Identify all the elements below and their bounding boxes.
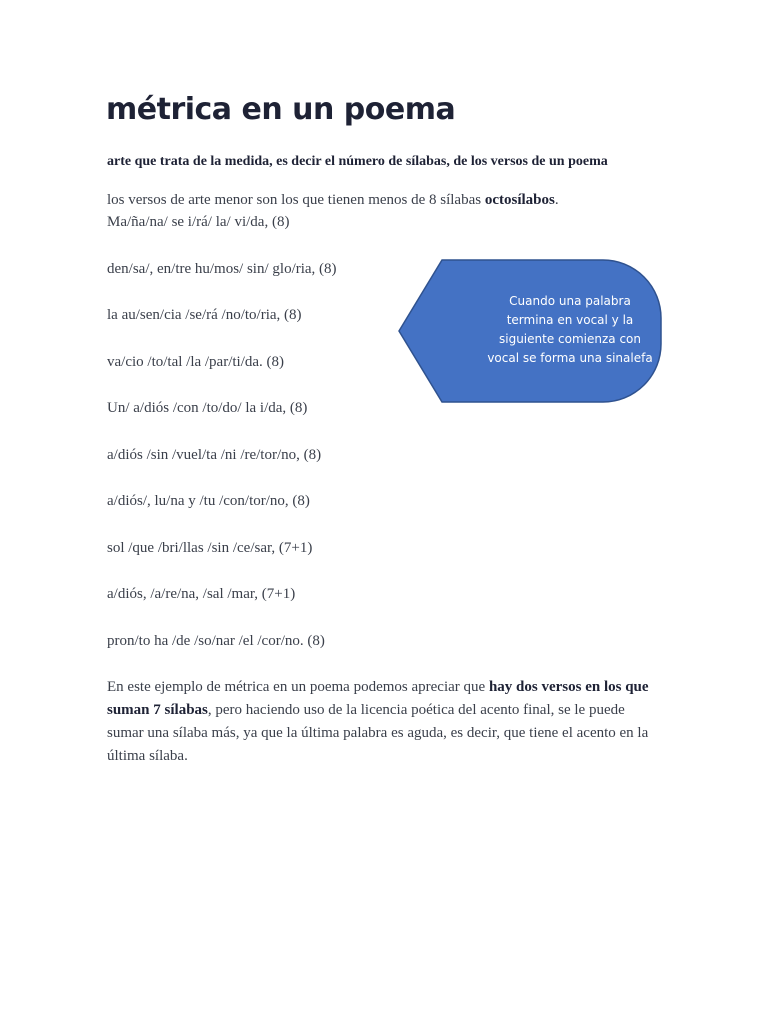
verse-line: a/diós /sin /vuel/ta /ni /re/tor/no, (8)	[107, 447, 322, 463]
subtitle: arte que trata de la medida, es decir el número de sílabas, de los versos de un poema	[107, 154, 608, 169]
intro-end: .	[554, 192, 559, 208]
verse-line: pron/to ha /de /so/nar /el /cor/no. (8)	[107, 633, 325, 649]
verse-line: va/cio /to/tal /la /par/ti/da. (8)	[107, 354, 285, 370]
conclusion-text-2: , pero haciendo uso de la licencia poética del acento final, se le puede sumar una sílaba más, ya que la última palabra es aguda, es decir, que tiene el acento en la última sílaba.	[107, 702, 649, 764]
conclusion-paragraph	[107, 676, 655, 768]
verse-line: a/diós/, lu/na y /tu /con/tor/no, (8)	[107, 493, 310, 509]
intro-bold-term: octosílabos	[484, 192, 555, 208]
verse-line: den/sa/, en/tre hu/mos/ sin/ glo/ria, (8)	[107, 261, 337, 277]
verse-line: la au/sen/cia /se/rá /no/to/ria, (8)	[107, 307, 302, 323]
intro-text: los versos de arte menor son los que tienen menos de 8 sílabas	[107, 192, 485, 208]
callout-text: Cuando una palabra termina en vocal y la siguiente comienza con vocal se forma una sinalefa	[487, 294, 653, 365]
verse-line: a/diós, /a/re/na, /sal /mar, (7+1)	[107, 586, 296, 602]
sinalefa-callout	[397, 258, 663, 404]
verse-line: Un/ a/diós /con /to/do/ la i/da, (8)	[107, 400, 308, 416]
intro-paragraph	[107, 189, 627, 211]
verse-line: Ma/ña/na/ se i/rá/ la/ vi/da, (8)	[107, 214, 290, 230]
page-title: métrica en un poema	[106, 92, 456, 127]
conclusion-bold: hay dos versos en los que suman 7 sílabas	[107, 679, 649, 718]
conclusion-text-1: En este ejemplo de métrica en un poema podemos apreciar que	[107, 679, 489, 695]
verse-line: sol /que /bri/llas /sin /ce/sar, (7+1)	[107, 540, 313, 556]
